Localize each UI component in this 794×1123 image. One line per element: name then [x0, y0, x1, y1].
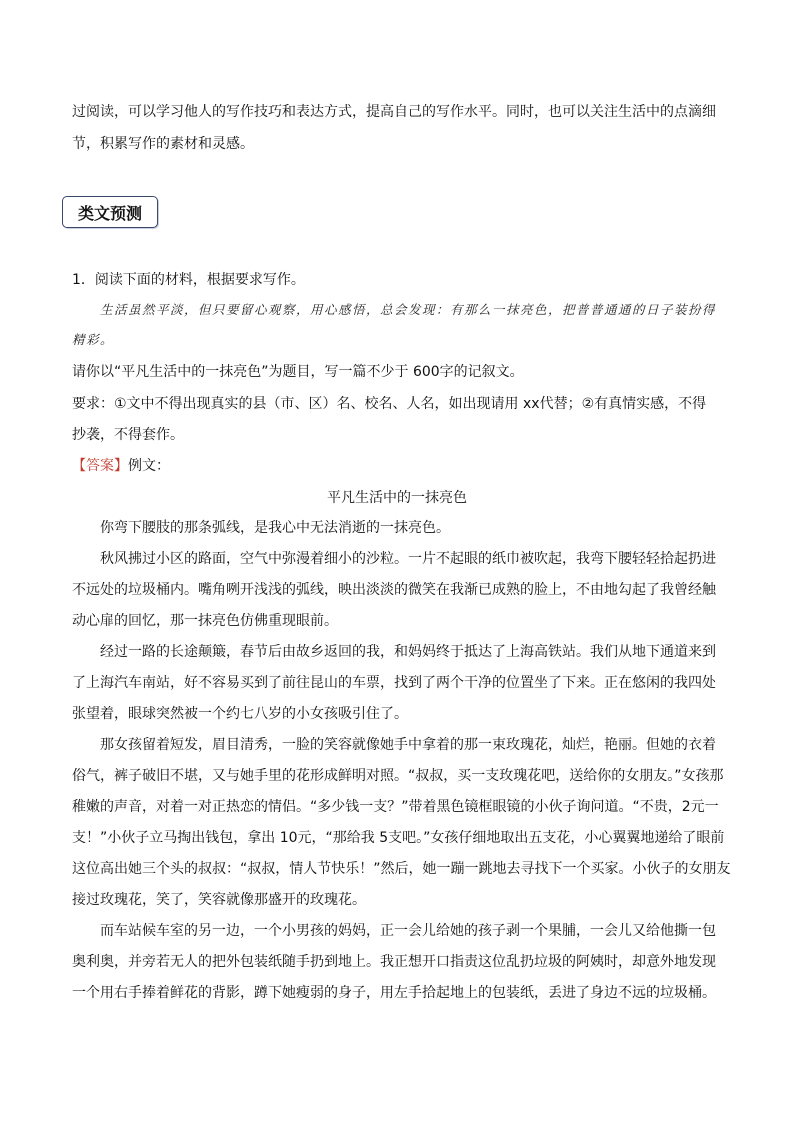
essay-paragraph-line: 张望着，眼球突然被一个约七八岁的小女孩吸引住了。 [72, 706, 408, 722]
answer-tag: 【答案】 [72, 458, 128, 474]
requirements-line-2: 抄袭，不得套作。 [72, 427, 184, 443]
question-task: 请你以“平凡生活中的一抹亮色”为题目，写一篇不少于 600字的记叙文。 [72, 364, 524, 380]
material-line-1: 生活虽然平淡，但只要留心观察，用心感悟，总会发现：有那么一抹亮色，把普普通通的日子装扮得 [100, 302, 717, 317]
requirements-line-1: 要求：①文中不得出现真实的县（市、区）名、校名、人名，如出现请用 xx代替；②有真情实感，不得 [72, 396, 707, 412]
essay-paragraph-line: 了上海汽车南站，好不容易买到了前往昆山的车票，找到了两个干净的位置坐了下来。正在悠闲的我四处 [72, 675, 716, 691]
essay-paragraph-line: 俗气，裤子破旧不堪，又与她手里的花形成鲜明对照。“叔叔，买一支玫瑰花吧，送给你的女朋友。”女孩那 [72, 768, 724, 784]
essay-paragraph-line: 秋风拂过小区的路面，空气中弥漫着细小的沙粒。一片不起眼的纸巾被吹起，我弯下腰轻轻拾起扔进 [100, 551, 716, 567]
essay-paragraph-line: 而车站候车室的另一边，一个小男孩的妈妈，正一会儿给她的孩子剥一个果脯，一会儿又给他撕一包 [100, 923, 716, 939]
essay-paragraph-line: 那女孩留着短发，眉目清秀，一脸的笑容就像她手中拿着的那一束玫瑰花，灿烂，艳丽。但她的衣着 [100, 737, 716, 753]
essay-paragraph-line: 经过一路的长途颠簸，春节后由故乡返回的我，和妈妈终于抵达了上海高铁站。我们从地下通道来到 [100, 644, 716, 660]
essay-paragraph-line: 动心扉的回忆，那一抹亮色仿佛重现眼前。 [72, 613, 338, 629]
essay-paragraph-line: 这位高出她三个头的叔叔：“叔叔，情人节快乐！”然后，她一蹦一跳地去寻找下一个买家。小伙子的女朋友 [72, 861, 731, 877]
essay-paragraph-line: 接过玫瑰花，笑了，笑容就像那盛开的玫瑰花。 [72, 892, 366, 908]
essay-paragraph-line: 不远处的垃圾桶内。嘴角咧开浅浅的弧线，映出淡淡的微笑在我渐已成熟的脸上，不由地勾起了我曾经触 [72, 582, 716, 598]
intro-line-2: 节，积累写作的素材和灵感。 [72, 136, 254, 152]
essay-title: 平凡生活中的一抹亮色 [327, 490, 467, 506]
question-prompt: 1．阅读下面的材料，根据要求写作。 [72, 272, 305, 288]
essay-paragraph-line: 你弯下腰肢的那条弧线，是我心中无法消逝的一抹亮色。 [100, 520, 450, 536]
answer-tag-suffix: 例文： [128, 458, 170, 474]
essay-paragraph-line: 奥利奥，并旁若无人的把外包装纸随手扔到地上。我正想开口指责这位乱扔垃圾的阿姨时，却意外地发现 [72, 954, 716, 970]
essay-paragraph-line: 支！”小伙子立马掏出钱包，拿出 10元，“那给我 5支吧。”女孩仔细地取出五支花，小心翼翼地递给了眼前 [72, 830, 725, 846]
material-line-2: 精彩。 [72, 332, 115, 347]
answer-label [72, 456, 722, 476]
section-heading-badge: 类文预测 [62, 196, 158, 228]
essay-paragraph-line: 一个用右手捧着鲜花的背影，蹲下她瘦弱的身子，用左手拾起地上的包装纸，丢进了身边不远的垃圾桶。 [72, 985, 716, 1001]
essay-paragraph-line: 稚嫩的声音，对着一对正热恋的情侣。“多少钱一支？”带着黑色镜框眼镜的小伙子询问道。“不贵，2元一 [72, 799, 719, 815]
intro-line-1: 过阅读，可以学习他人的写作技巧和表达方式，提高自己的写作水平。同时，也可以关注生活中的点滴细 [72, 104, 716, 120]
